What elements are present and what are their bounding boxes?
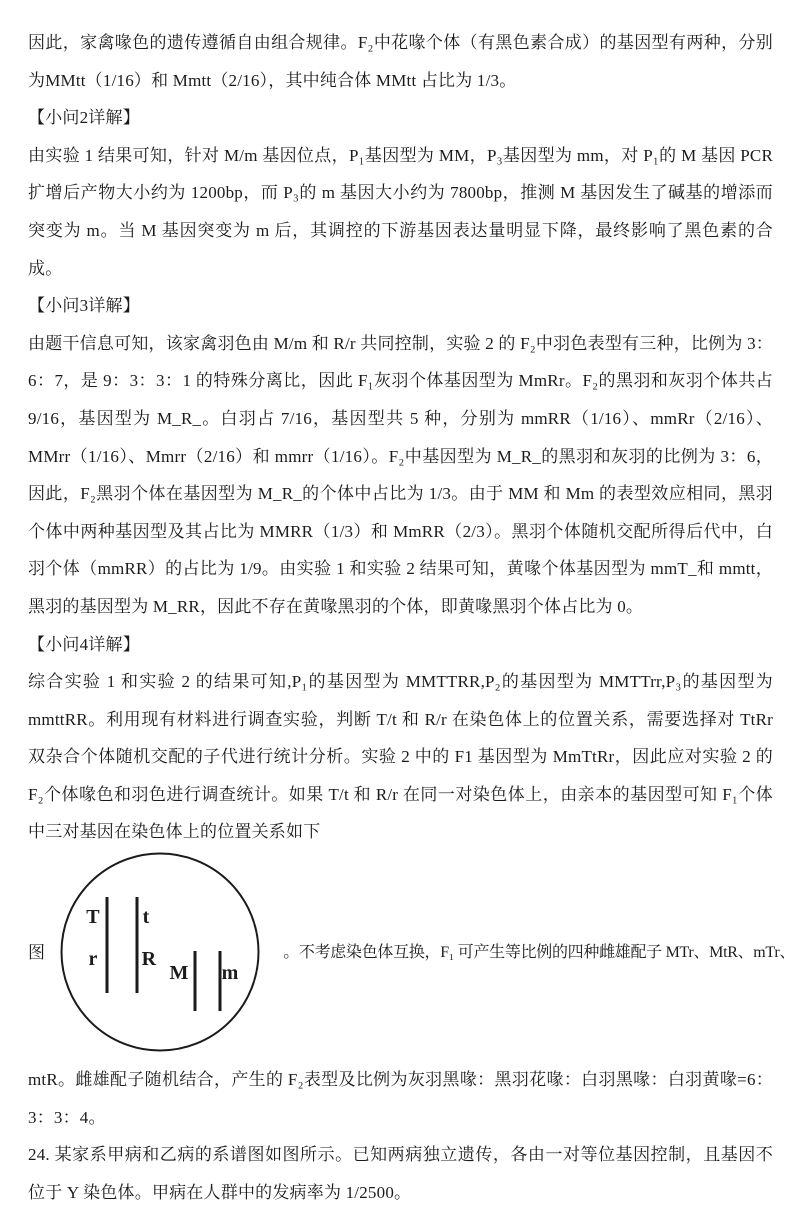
paragraph-question-24: 24. 某家系甲病和乙病的系谱图如图所示。已知两病独立遗传，各由一对等位基因控制，且基因不位于 Y 染色体。甲病在人群中的发病率为 1/2500。 bbox=[28, 1145, 773, 1202]
paragraph-subquestion-4-answer: 综合实验 1 和实验 2 的结果可知,P₁的基因型为 MMTTRR,P₂的基因型为 MMTTrr,P₃的基因型为 mmttRR。利用现有材料进行调查实验，判断 T/t 和 R/r 在染色体上的位置关系，需要选择对 TtRr 双杂合个体随机交配的子代进行统计分析。实验 2 中的 F1 基因型为 MmTtRr，因此应对实验 2 的 F₂个体喙色和羽色进行调查统计。如果 T/t 和 R/r 在同一对染色体上，由亲本的基因型可知 F₁个体中三对基因在染色体上的位置关系如下 bbox=[28, 672, 773, 842]
allele-label-r: r bbox=[88, 948, 98, 971]
chromosome-diagram bbox=[57, 851, 265, 1055]
allele-label-m: m bbox=[221, 962, 239, 985]
paragraph-f2-beak-genotype: 因此，家禽喙色的遗传遵循自由组合规律。F₂中花喙个体（有黑色素合成）的基因型有两种，分别为MMtt（1/16）和 Mmtt（2/16），其中纯合体 MMtt 占比为 1/3。 bbox=[28, 33, 773, 90]
chromosome-figure-row bbox=[28, 851, 796, 1055]
allele-label-M: M bbox=[169, 962, 189, 985]
heading-subquestion-3: 【小问3详解】 bbox=[28, 296, 140, 316]
allele-label-t: t bbox=[142, 906, 150, 929]
allele-label-T: T bbox=[86, 906, 100, 929]
paragraph-subquestion-3-answer: 由题干信息可知，该家禽羽色由 M/m 和 R/r 共同控制，实验 2 的 F₂中羽色表型有三种，比例为 3：6：7，是 9：3：3：1 的特殊分离比，因此 F₁灰羽个体基因型为 MmRr。F₂的黑羽和灰羽个体共占 9/16，基因型为 M_R_。白羽占 7/16，基因型共 5 种，分别为 mmRR（1/16）、mmRr（2/16）、MMrr（1/16）、Mmrr（2/16）和 mmrr（1/16）。F₂中基因型为 M_R_的黑羽和灰羽的比例为 3：6，因此，F₂黑羽个体在基因型为 M_R_的个体中占比为 1/3。由于 MM 和 Mm 的表型效应相同，黑羽个体中两种基因型及其占比为 MMRR（1/3）和 MmRR（2/3）。黑羽个体随机交配所得后代中，白羽个体（mmRR）的占比为 1/9。由实验 1 和实验 2 结果可知，黄喙个体基因型为 mmT_和 mmtt，黑羽的基因型为 M_RR，因此不存在黄喙黑羽的个体，即黄喙黑羽个体占比为 0。 bbox=[28, 333, 773, 616]
heading-subquestion-2: 【小问2详解】 bbox=[28, 108, 140, 128]
paragraph-subquestion-2-answer: 由实验 1 结果可知，针对 M/m 基因位点，P₁基因型为 MM，P₃基因型为 mm，对 P₁的 M 基因 PCR 扩增后产物大小约为 1200bp，而 P₃的 m 基因大小约为 7800bp，推测 M 基因发生了碱基的增添而突变为 m。当 M 基因突变为 m 后，其调控的下游基因表达量明显下降，最终影响了黑色素的合成。 bbox=[28, 145, 773, 278]
figure-continuation-text: 。不考虑染色体互换，F₁ 可产生等比例的四种雌雄配子 MTr、MtR、mTr、 bbox=[283, 944, 796, 962]
heading-subquestion-4: 【小问4详解】 bbox=[28, 634, 140, 654]
paragraph-f2-ratio-conclusion: mtR。雌雄配子随机结合，产生的 F₂表型及比例为灰羽黑喙：黑羽花喙：白羽黑喙：白羽黄喙=6：3：3：4。 bbox=[28, 1070, 773, 1127]
figure-caption-label: 图 bbox=[28, 943, 46, 963]
allele-label-R: R bbox=[141, 948, 157, 971]
